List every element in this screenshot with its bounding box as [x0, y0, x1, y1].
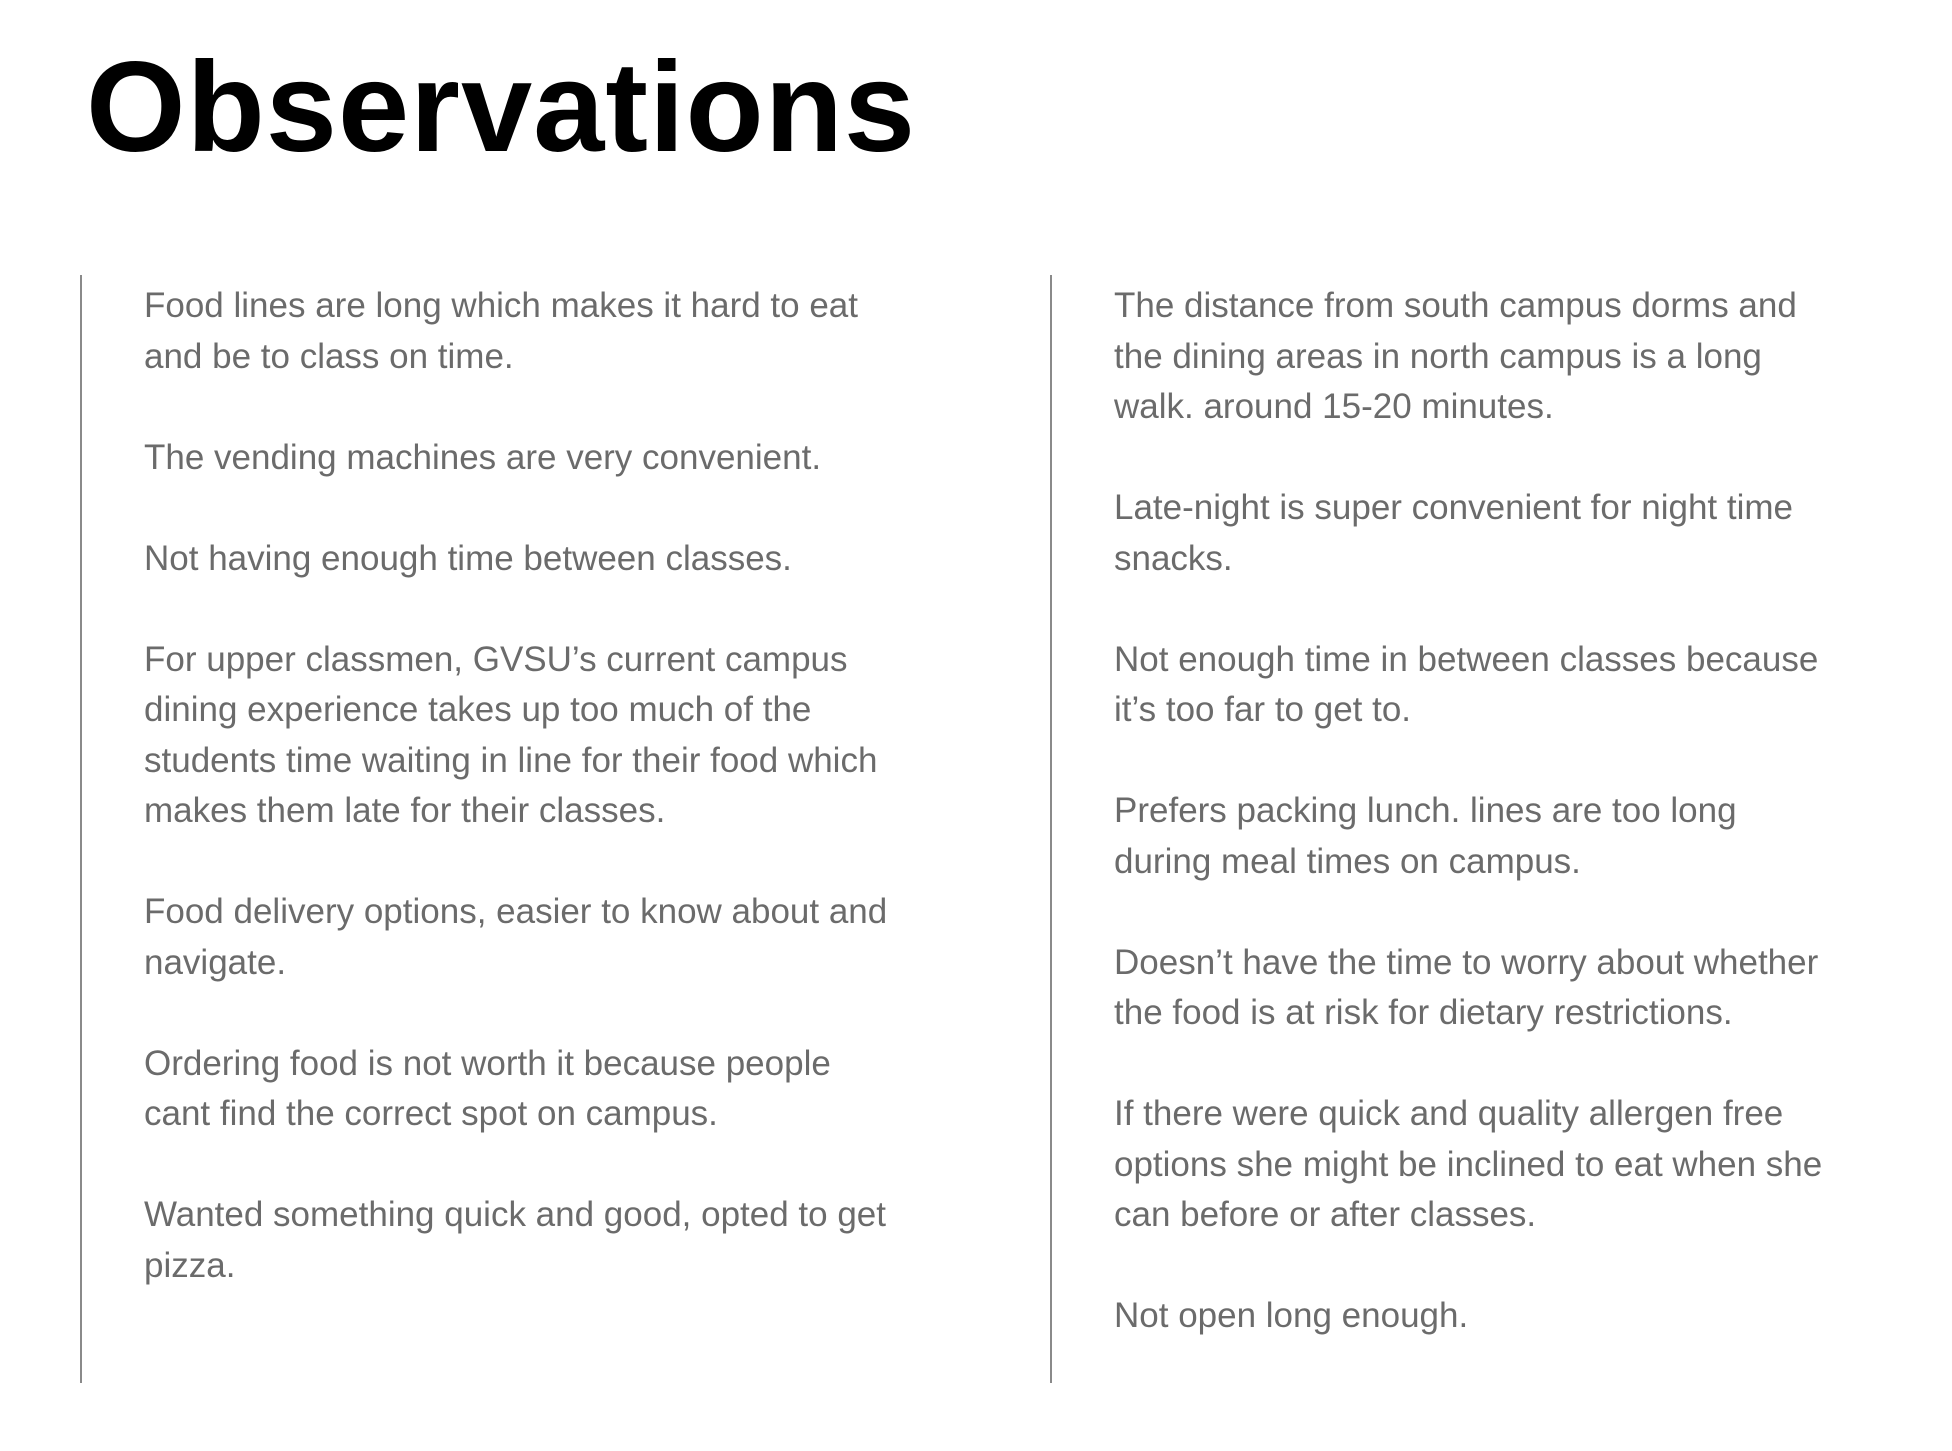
observation-item: Prefers packing lunch. lines are too long during meal times on campus.: [1114, 791, 1737, 881]
observation-item: Not open long enough.: [1114, 1296, 1469, 1335]
observation-item: The distance from south campus dorms and the dining areas in north campus is a long walk. around 15-20 minutes.: [1114, 286, 1797, 426]
observations-column-left: [80, 275, 1030, 1383]
observation-item: Ordering food is not worth it because people cant find the correct spot on campus.: [144, 1043, 831, 1133]
observation-item: Food delivery options, easier to know about and navigate.: [144, 892, 888, 982]
observation-item: Not having enough time between classes.: [144, 538, 792, 578]
observation-item: Food lines are long which makes it hard to eat and be to class on time.: [144, 286, 858, 376]
observation-item: Late-night is super convenient for night time snacks.: [1114, 488, 1793, 578]
observation-item: Doesn’t have the time to worry about whether the food is at risk for dietary restrictions.: [1114, 942, 1819, 1032]
observation-item: Wanted something quick and good, opted to get pizza.: [144, 1195, 886, 1285]
page-title: Observations: [86, 36, 917, 179]
observation-item: Not enough time in between classes because it’s too far to get to.: [1114, 639, 1819, 729]
observations-column-right: [1050, 275, 1930, 1383]
observation-item: For upper classmen, GVSU’s current campus dining experience takes up too much of the students time waiting in line for their food which makes them late for their classes.: [144, 639, 878, 830]
observation-item: If there were quick and quality allergen free options she might be inclined to eat when she can before or after classes.: [1114, 1094, 1823, 1234]
observation-item: The vending machines are very convenient.: [144, 437, 822, 477]
